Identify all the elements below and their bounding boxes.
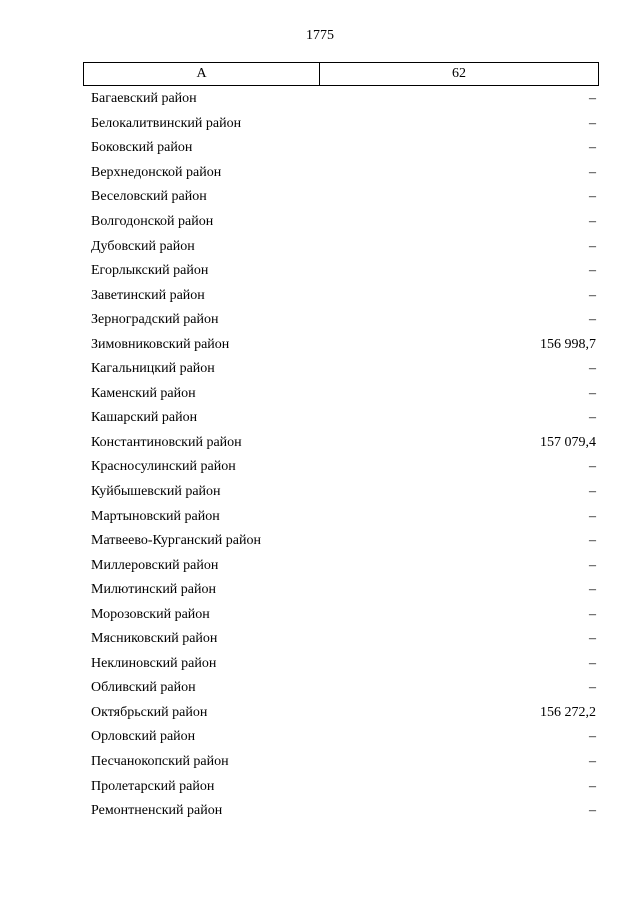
table-row [83, 332, 599, 357]
table-row [83, 701, 599, 726]
district-value: – [589, 164, 596, 180]
district-value: – [589, 582, 596, 598]
district-name: Веселовский район [91, 189, 207, 205]
district-value: – [589, 238, 596, 254]
table-row [83, 357, 599, 382]
district-name: Красносулинский район [91, 459, 236, 475]
district-value: – [589, 140, 596, 156]
district-value: 156 272,2 [540, 704, 596, 720]
table-row [83, 652, 599, 677]
district-name: Мясниковский район [91, 631, 218, 647]
table-row [83, 602, 599, 627]
district-value: – [589, 606, 596, 622]
district-value: – [589, 410, 596, 426]
district-name: Пролетарский район [91, 778, 215, 794]
table-row [83, 529, 599, 554]
district-value: – [589, 729, 596, 745]
district-name: Багаевский район [91, 91, 197, 107]
district-value: – [589, 115, 596, 131]
table-row [83, 455, 599, 480]
district-value: – [589, 287, 596, 303]
table-body [83, 87, 599, 823]
table-row [83, 504, 599, 529]
table-row [83, 283, 599, 308]
table-row [83, 406, 599, 431]
district-value: – [589, 91, 596, 107]
district-value: – [589, 557, 596, 573]
district-name: Каменский район [91, 385, 196, 401]
table-row [83, 87, 599, 112]
table-row [83, 382, 599, 407]
page-number: 1775 [306, 28, 334, 43]
table-row [83, 480, 599, 505]
district-name: Обливский район [91, 680, 196, 696]
table-row [83, 210, 599, 235]
table-row [83, 161, 599, 186]
table-row [83, 431, 599, 456]
district-name: Миллеровский район [91, 557, 219, 573]
district-value: – [589, 484, 596, 500]
district-name: Ремонтненский район [91, 803, 223, 819]
district-value: – [589, 680, 596, 696]
district-name: Неклиновский район [91, 655, 217, 671]
district-name: Заветинский район [91, 287, 205, 303]
district-value: – [589, 385, 596, 401]
district-name: Верхнедонской район [91, 164, 222, 180]
table-row [83, 750, 599, 775]
table-row [83, 553, 599, 578]
district-value: – [589, 778, 596, 794]
table-row [83, 578, 599, 603]
table-row [83, 259, 599, 284]
district-name: Дубовский район [91, 238, 195, 254]
district-name: Кашарский район [91, 410, 198, 426]
district-name: Белокалитвинский район [91, 115, 242, 131]
table-row [83, 112, 599, 137]
district-value: – [589, 508, 596, 524]
district-name: Октябрьский район [91, 704, 208, 720]
district-name: Зерноградский район [91, 312, 219, 328]
district-name: Матвеево-Курганский район [91, 533, 261, 549]
district-name: Боковский район [91, 140, 193, 156]
district-value: – [589, 631, 596, 647]
table-row [83, 725, 599, 750]
district-name: Мартыновский район [91, 508, 220, 524]
district-name: Орловский район [91, 729, 196, 745]
district-value: – [589, 459, 596, 475]
district-name: Морозовский район [91, 606, 210, 622]
data-table [83, 62, 599, 823]
district-value: – [589, 803, 596, 819]
table-row [83, 774, 599, 799]
district-value: – [589, 754, 596, 770]
district-value: 156 998,7 [540, 336, 596, 352]
district-value: – [589, 214, 596, 229]
district-value: 157 079,4 [540, 434, 596, 450]
table-row [83, 185, 599, 210]
district-value: – [589, 312, 596, 328]
table-row [83, 676, 599, 701]
district-value: – [589, 189, 596, 205]
table-row [83, 308, 599, 333]
table-header-column-a: А [84, 63, 320, 85]
table-header-row [83, 62, 599, 86]
table-row [83, 627, 599, 652]
table-row [83, 136, 599, 161]
district-name: Волгодонской район [91, 214, 214, 229]
district-name: Егорлыкский район [91, 263, 209, 279]
district-name: Милютинский район [91, 582, 217, 598]
table-row [83, 799, 599, 824]
district-name: Песчанокопский район [91, 754, 229, 770]
district-value: – [589, 655, 596, 671]
district-value: – [589, 263, 596, 279]
district-name: Куйбышевский район [91, 484, 221, 500]
table-row [83, 234, 599, 259]
district-name: Кагальницкий район [91, 361, 215, 377]
district-name: Константиновский район [91, 434, 242, 450]
district-value: – [589, 533, 596, 549]
district-value: – [589, 361, 596, 377]
district-name: Зимовниковский район [91, 336, 230, 352]
table-header-column-62: 62 [452, 66, 466, 81]
